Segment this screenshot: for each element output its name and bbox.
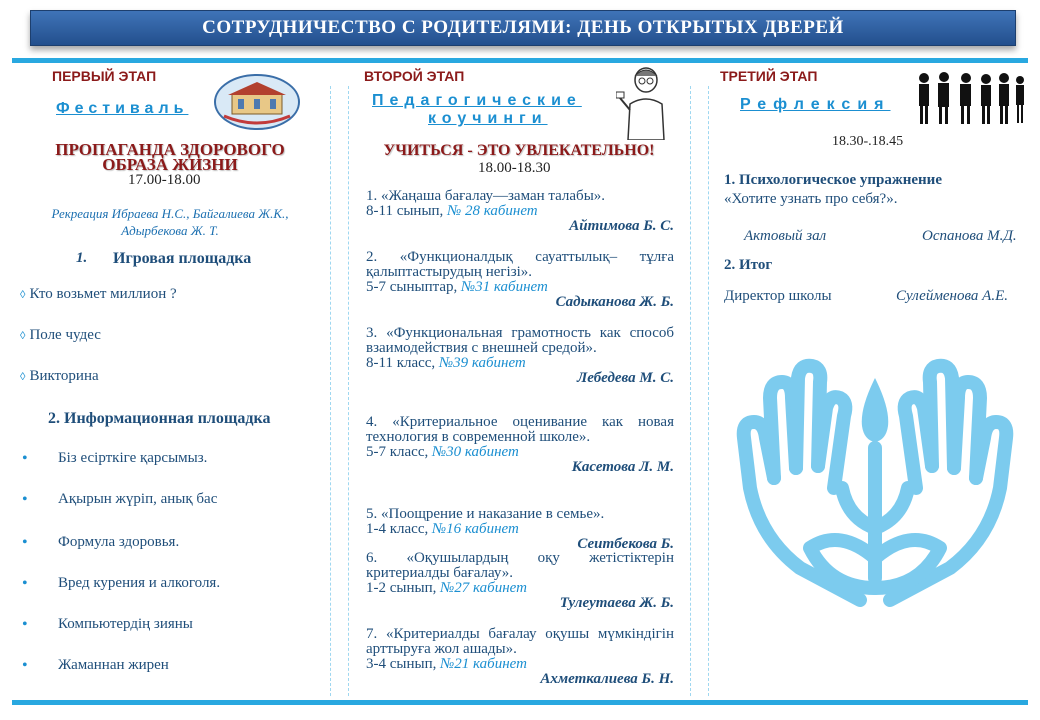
director-name: Сулейменова А.Е. xyxy=(896,288,1008,304)
list-item: ◊ Викторина xyxy=(20,368,99,384)
diamond-icon: ◊ xyxy=(20,371,26,383)
top-rule xyxy=(12,58,1028,63)
game-number: 1. xyxy=(76,250,88,266)
bullet-icon: • xyxy=(22,616,28,633)
diamond-icon: ◊ xyxy=(20,330,26,342)
info-title: 2. Информационная площадка xyxy=(48,410,271,427)
list-item: 5. «Поощрение и наказание в семье». 1-4 класс, №16 кабинет Сеитбекова Б. xyxy=(366,506,674,552)
author-name: Сеитбекова Б. xyxy=(577,536,674,552)
time-range: 18.30-.18.45 xyxy=(832,134,904,149)
author-name: Айтимова Б. С. xyxy=(569,218,674,234)
exercise-subtitle: «Хотите узнать про себя?». xyxy=(724,191,898,207)
author-name: Касетова Л. М. xyxy=(571,459,674,475)
learning-heading: УЧИТЬСЯ - ЭТО УВЛЕКАТЕЛЬНО! xyxy=(383,142,655,159)
bullet-icon: • xyxy=(22,534,28,551)
bullet-icon: • xyxy=(22,491,28,508)
business-people-icon xyxy=(914,70,1026,126)
health-heading: ПРОПАГАНДА ЗДОРОВОГО ОБРАЗА ЖИЗНИ xyxy=(55,140,285,174)
teacher-icon xyxy=(616,64,676,140)
hands-sprout-logo-icon xyxy=(730,338,1020,610)
school-emblem-icon xyxy=(214,74,300,130)
stage-label: ТРЕТИЙ ЭТАП xyxy=(720,68,818,84)
coaching-title-line1: Педагогические xyxy=(372,92,582,109)
summary-title: 2. Итог xyxy=(724,257,773,273)
author-name: Лебедева М. С. xyxy=(576,370,674,386)
stage-label: ВТОРОЙ ЭТАП xyxy=(364,68,465,84)
list-item: Формула здоровья. xyxy=(58,534,180,550)
bullet-icon: • xyxy=(22,450,28,467)
list-item: Біз есірткіге қарсымыз. xyxy=(58,450,208,466)
exercise-title: 1. Психологическое упражнение xyxy=(724,172,942,188)
list-item: 1. «Жаңаша бағалау—заман талабы». 8-11 сынып, № 28 кабинет Айтимова Б. С. xyxy=(366,188,674,234)
author-name: Тулеутаева Ж. Б. xyxy=(559,595,674,611)
bottom-rule xyxy=(12,700,1028,705)
reflection-title: Рефлексия xyxy=(740,96,891,113)
time-range: 17.00-18.00 xyxy=(128,172,201,188)
list-item: ◊ Поле чудес xyxy=(20,327,101,343)
list-item: 6. «Оқушылардың оқу жетістіктерін критериалды бағалау». 1-2 сынып, №27 кабинет Тулеутаева Ж. Б. xyxy=(366,550,674,611)
list-item: Вред курения и алкоголя. xyxy=(58,575,221,591)
author-name: Садыканова Ж. Б. xyxy=(555,294,674,310)
diamond-icon: ◊ xyxy=(20,289,26,301)
list-item: 4. «Критериальное оценивание как новая технология в современной школе». 5-7 класс, №30 кабинет Касетова Л. М. xyxy=(366,414,674,475)
page-title: СОТРУДНИЧЕСТВО С РОДИТЕЛЯМИ: ДЕНЬ ОТКРЫТЫХ ДВЕРЕЙ xyxy=(30,10,1016,46)
list-item: Жаманнан жирен xyxy=(58,657,169,673)
divider xyxy=(690,86,691,696)
divider xyxy=(348,86,349,696)
venue-person: Оспанова М.Д. xyxy=(922,228,1017,244)
coaching-title-line2: коучинги xyxy=(428,110,548,127)
list-item: ◊ Кто возьмет миллион ? xyxy=(20,286,177,302)
list-item: 7. «Критериалды бағалау оқушы мүмкіндігін арттыруға жол ашады». 3-4 сынып, №21 кабинет Ахметкалиева Б. Н. xyxy=(366,626,674,687)
director-label: Директор школы xyxy=(724,288,832,304)
list-item: 3. «Функциональная грамотность как способ взаимодействия с внешней средой». 8-11 класс, №39 кабинет Лебедева М. С. xyxy=(366,325,674,386)
bullet-icon: • xyxy=(22,657,28,674)
stage-label: ПЕРВЫЙ ЭТАП xyxy=(52,68,157,84)
bullet-icon: • xyxy=(22,575,28,592)
author-name: Ахметкалиева Б. Н. xyxy=(540,671,674,687)
list-item: 2. «Функционалдық сауаттылық– тұлға қалыптастырудың негізі». 5-7 сыныптар, №31 кабинет Садыканова Ж. Б. xyxy=(366,249,674,310)
time-range: 18.00-18.30 xyxy=(478,160,551,176)
divider xyxy=(330,86,331,696)
staff-list: Рекреация Ибраева Н.С., Байгалиева Ж.К., Адырбекова Ж. Т. xyxy=(51,206,289,238)
divider xyxy=(708,86,709,696)
festival-title: Фестиваль xyxy=(56,100,189,117)
list-item: Ақырын жүріп, анық бас xyxy=(58,491,218,507)
venue: Актовый зал xyxy=(744,228,827,244)
list-item: Компьютердің зияны xyxy=(58,616,193,632)
game-title: Игровая площадка xyxy=(113,250,252,267)
